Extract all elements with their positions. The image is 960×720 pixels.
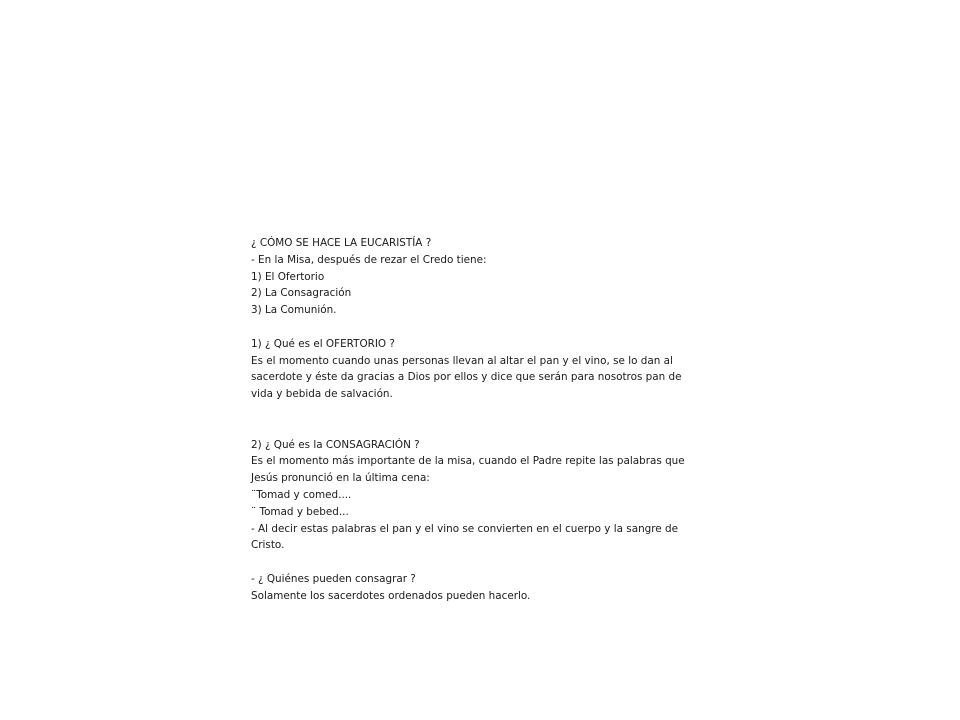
- consagracion-question: 2) ¿ Qué es la CONSAGRACIÓN ?: [251, 438, 420, 451]
- consagracion-line: ¨ Tomad y bebed...: [251, 505, 349, 518]
- spacer: [251, 403, 721, 420]
- consagracion-line: Es el momento más importante de la misa, cuando el Padre repite las palabras que: [251, 455, 685, 468]
- quienes-answer: Solamente los sacerdotes ordenados pueden hacerlo.: [251, 589, 531, 602]
- ofertorio-line: sacerdote y éste da gracias a Dios por ellos y dice que serán para nosotros pan de: [251, 371, 682, 384]
- consagracion-line: ¨Tomad y comed....: [251, 488, 352, 501]
- part-ofertorio: 1) El Ofertorio: [251, 270, 325, 283]
- consagracion-line: Cristo.: [251, 539, 285, 552]
- part-comunion: 3) La Comunión.: [251, 304, 337, 317]
- spacer: [251, 554, 721, 571]
- quienes-question: - ¿ Quiénes pueden consagrar ?: [251, 572, 416, 585]
- intro-line: - En la Misa, después de rezar el Credo tiene:: [251, 253, 487, 266]
- consagracion-line: Jesús pronunció en la última cena:: [251, 472, 430, 485]
- spacer: [251, 319, 721, 336]
- consagracion-line: - Al decir estas palabras el pan y el vino se convierten en el cuerpo y la sangre de: [251, 522, 678, 535]
- text-body: [251, 235, 721, 605]
- document-title: ¿ CÓMO SE HACE LA EUCARISTÍA ?: [251, 237, 432, 249]
- ofertorio-question: 1) ¿ Qué es el OFERTORIO ?: [251, 337, 395, 350]
- ofertorio-line: Es el momento cuando unas personas llevan al altar el pan y el vino, se lo dan al: [251, 354, 673, 367]
- part-consagracion: 2) La Consagración: [251, 287, 352, 300]
- spacer: [251, 420, 721, 437]
- ofertorio-line: vida y bebida de salvación.: [251, 388, 393, 401]
